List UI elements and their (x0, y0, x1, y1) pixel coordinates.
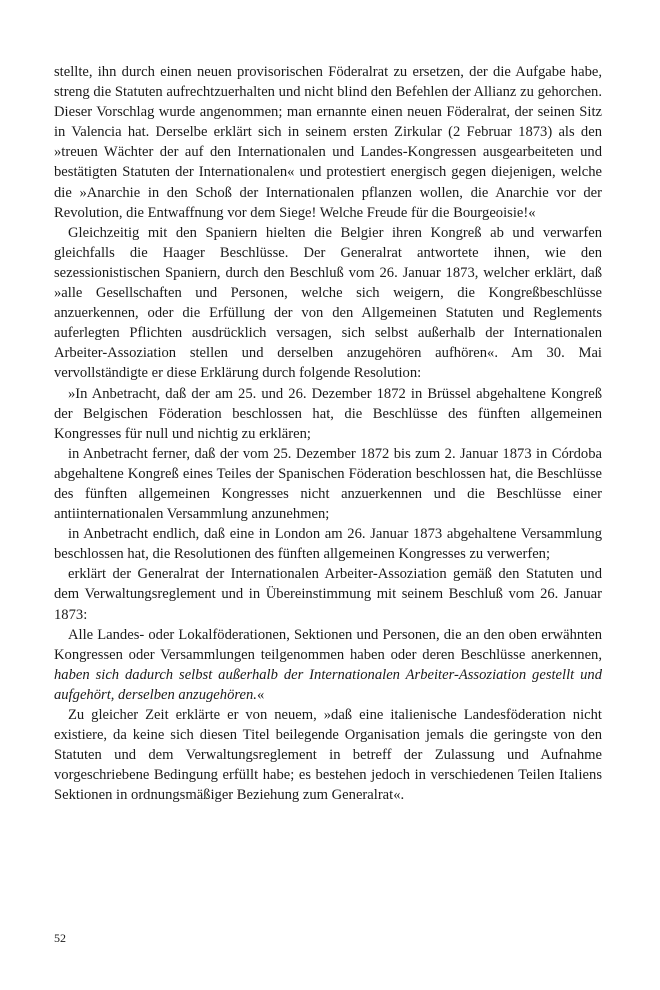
page-number: 52 (54, 931, 66, 945)
paragraph-text: Alle Landes- oder Lokalföderationen, Sektionen und Personen, die an den oben erwähnten Kongressen oder Versammlungen teilgenommen haben oder deren Beschlüsse anerkennen, (54, 626, 602, 663)
emphasized-text: haben sich dadurch selbst außerhalb der Internationalen Arbeiter-Assoziation gestellt und aufgehört, derselben anzugehören. (54, 666, 602, 703)
paragraph: »In Anbetracht, daß der am 25. und 26. Dezember 1872 in Brüssel abgehaltene Kongreß der Belgischen Föderation beschlossen hat, die Beschlüsse des fünften allgemeinen Kongresses für null und nichtig zu erklären; (54, 385, 602, 442)
paragraph-with-emphasis (54, 625, 602, 705)
paragraph: in Anbetracht ferner, daß der vom 25. Dezember 1872 bis zum 2. Januar 1873 in Córdoba abgehaltene Kongreß eines Teiles der Spanischen Föderation beschlossen hat, die Beschlüsse des fünften allgemeinen Kongresses nicht anzuerkennen und die Beschlüsse einer antiinternationalen Versammlung anzunehmen; (54, 445, 602, 523)
closing-quote: « (256, 686, 265, 703)
paragraph: erklärt der Generalrat der Internationalen Arbeiter-Assoziation gemäß den Statuten und dem Verwaltungsreglement und in Übereinstimmung mit seinem Beschluß vom 26. Januar 1873: (54, 566, 602, 623)
body-text (54, 62, 602, 805)
paragraph: Gleichzeitig mit den Spaniern hielten die Belgier ihren Kongreß ab und verwarfen gleichfalls die Haager Beschlüsse. Der Generalrat antwortete ihnen, wie den sezessionistischen Spaniern, durch den Beschluß vom 26. Januar 1873, welcher erklärt, daß »alle Gesellschaften und Personen, welche sich weigern, die Kongreßbeschlüsse anzuerkennen, oder die Erfüllung der von den Allgemeinen Statuten und Reglements auferlegten Pflichten ausdrücklich versagen, sich selbst außerhalb der Internationalen Arbeiter-Assoziation stellen und derselben anzugehören aufhören«. Am 30. Mai vervollständigte er diese Erklärung durch folgende Resolution: (54, 224, 602, 382)
paragraph: in Anbetracht endlich, daß eine in London am 26. Januar 1873 abgehaltene Versammlung beschlossen hat, die Resolutionen des fünften allgemeinen Kongresses zu verwerfen; (54, 526, 602, 563)
paragraph: Zu gleicher Zeit erklärte er von neuem, »daß eine italienische Landesföderation nicht existiere, da keine sich diesen Titel beilegende Organisation jemals die geringste von den Statuten und dem Verwaltungsreglement in betreff der Zulassung und Aufnahme vorgeschriebene Bedingung erfüllt habe; es bestehen jedoch in verschiedenen Teilen Italiens Sektionen in ordnungsmäßiger Beziehung zum Generalrat«. (54, 707, 602, 804)
paragraph: stellte, ihn durch einen neuen provisorischen Föderalrat zu ersetzen, der die Aufgabe habe, streng die Statuten aufrechtzuerhalten und nicht blind den Befehlen der Allianz zu gehorchen. Dieser Vorschlag wurde angenommen; man ernannte einen neuen Föderalrat, der seinen Sitz in Valencia hat. Derselbe erklärt sich in seinem ersten Zirkular (2 Februar 1873) als den »treuen Wächter der auf den Internationalen und Landes-Kongressen ausgearbeiteten und bestätigten Statuten der Internationalen« und protestiert energisch gegen diejenigen, welche die »Anarchie in den Schoß der Internationalen pflanzen wollen, die Anarchie vor der Revolution, die Entwaffnung vor dem Siege! Welche Freude für die Bourgeoisie!« (54, 64, 602, 221)
